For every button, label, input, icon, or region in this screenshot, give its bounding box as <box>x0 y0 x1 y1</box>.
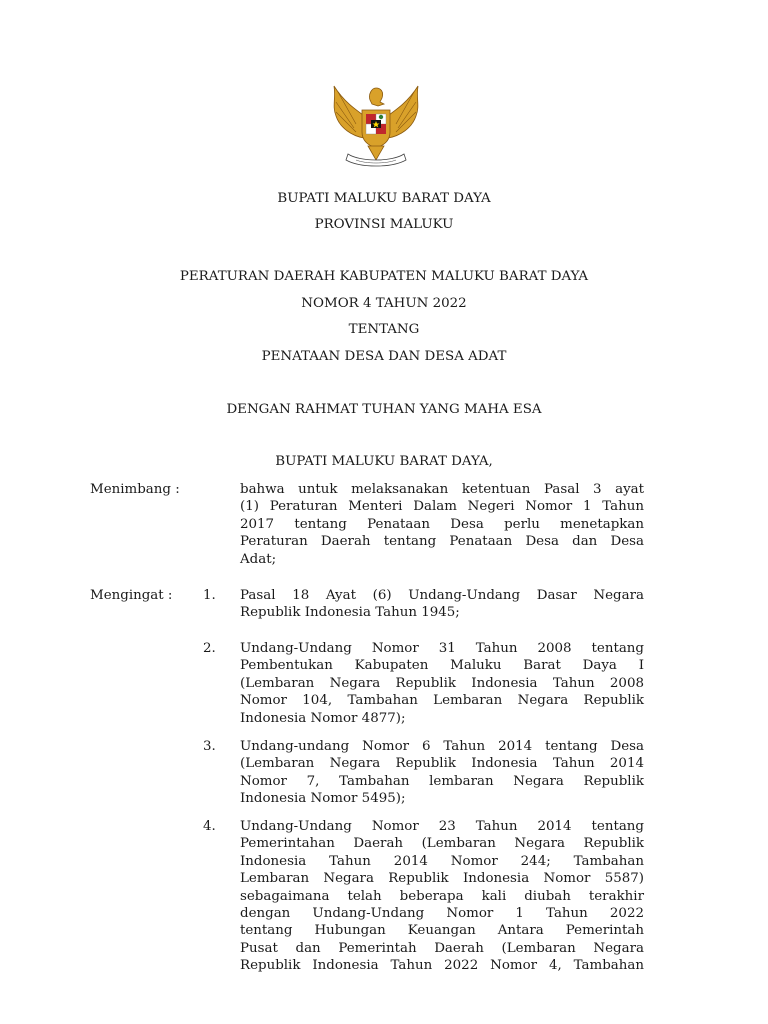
regulation-number: NOMOR 4 TAHUN 2022 <box>301 296 467 311</box>
text-line: Republik Indonesia Tahun 1945; <box>240 605 460 621</box>
item-number: 4. <box>203 819 216 834</box>
invocation-line: DENGAN RAHMAT TUHAN YANG MAHA ESA <box>226 402 542 417</box>
item-number: 1. <box>203 588 216 603</box>
text-line: (Lembaran Negara Republik Indonesia Tahun 2014 <box>240 756 644 772</box>
item-number: 3. <box>203 739 216 754</box>
item-number: 2. <box>203 641 216 656</box>
text-line: Nomor 104, Tambahan Lembaran Negara Republik <box>240 693 644 709</box>
text-line: Indonesia Tahun 2014 Nomor 244; Tambahan <box>240 853 644 869</box>
regent-salutation: BUPATI MALUKU BARAT DAYA, <box>275 454 493 469</box>
text-line: Pusat dan Pemerintah Daerah (Lembaran Negara <box>240 940 644 956</box>
text-line: Lembaran Negara Republik Indonesia Nomor 5587) <box>240 871 644 887</box>
text-line: Undang-undang Nomor 6 Tahun 2014 tentang Desa <box>240 739 644 754</box>
text-line: bahwa untuk melaksanakan ketentuan Pasal 3 ayat <box>240 482 644 497</box>
text-line: Republik Indonesia Tahun 2022 Nomor 4, Tambahan <box>240 958 644 974</box>
mengingat-item-1 <box>240 587 644 622</box>
about-label: TENTANG <box>348 322 420 337</box>
regent-title: BUPATI MALUKU BARAT DAYA <box>277 191 491 206</box>
regulation-subject: PENATAAN DESA DAN DESA ADAT <box>261 349 507 364</box>
text-line: Pemerintahan Daerah (Lembaran Negara Republik <box>240 836 644 852</box>
mengingat-item-3 <box>240 738 644 808</box>
province-title: PROVINSI MALUKU <box>314 217 454 232</box>
mengingat-item-2 <box>240 640 644 727</box>
mengingat-label: Mengingat : <box>90 588 173 603</box>
text-line: tentang Hubungan Keuangan Antara Pemerintah <box>240 923 644 939</box>
garuda-emblem-icon <box>326 80 426 172</box>
text-line: Undang-Undang Nomor 23 Tahun 2014 tentang <box>240 819 644 834</box>
text-line: Indonesia Nomor 4877); <box>240 710 406 726</box>
text-line: Pembentukan Kabupaten Maluku Barat Daya I <box>240 658 644 674</box>
text-line: Undang-Undang Nomor 31 Tahun 2008 tentang <box>240 641 644 656</box>
regulation-title: PERATURAN DAERAH KABUPATEN MALUKU BARAT DAYA <box>179 269 589 284</box>
text-line: 2017 tentang Penataan Desa perlu menetapkan <box>240 516 644 532</box>
text-line: dengan Undang-Undang Nomor 1 Tahun 2022 <box>240 906 644 922</box>
text-line: Peraturan Daerah tentang Penataan Desa dan Desa <box>240 534 644 550</box>
text-line: Pasal 18 Ayat (6) Undang-Undang Dasar Negara <box>240 588 644 603</box>
text-line: Adat; <box>240 551 277 567</box>
menimbang-label: Menimbang : <box>90 482 180 497</box>
text-line: Indonesia Nomor 5495); <box>240 791 406 807</box>
text-line: (Lembaran Negara Republik Indonesia Tahun 2008 <box>240 675 644 691</box>
text-line: Nomor 7, Tambahan lembaran Negara Republik <box>240 773 644 789</box>
mengingat-item-4 <box>240 818 644 975</box>
menimbang-paragraph <box>240 481 644 568</box>
text-line: sebagaimana telah beberapa kali diubah terakhir <box>240 888 644 904</box>
text-line: (1) Peraturan Menteri Dalam Negeri Nomor 1 Tahun <box>240 499 644 515</box>
